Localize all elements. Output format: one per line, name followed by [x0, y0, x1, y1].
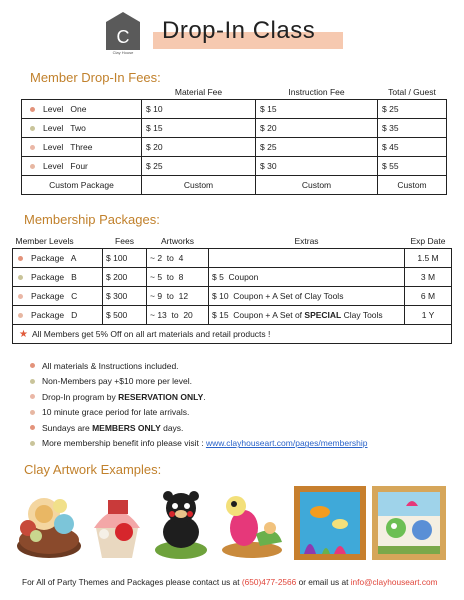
- instruction-fee: $ 25: [256, 138, 378, 157]
- instruction-fee: $ 15: [256, 100, 378, 119]
- table-row: [13, 249, 452, 268]
- total-fee: $ 55: [378, 157, 447, 176]
- package-dot-icon: [18, 313, 23, 318]
- package-fee: $ 300: [103, 287, 147, 306]
- instruction-fee: $ 30: [256, 157, 378, 176]
- list-item: More membership benefit info please visit : www.clayhouseart.com/pages/membership: [30, 436, 368, 452]
- material-fee: $ 10: [142, 100, 256, 119]
- package-fee: $ 500: [103, 306, 147, 325]
- package-fee: $ 100: [103, 249, 147, 268]
- packages-header-row: [13, 234, 452, 249]
- level-dot-icon: [30, 107, 35, 112]
- bullet-dot-icon: [30, 379, 35, 384]
- artwork-bird-figures-image: [216, 484, 288, 562]
- artwork-bear-image: [150, 484, 212, 562]
- level-dot-icon: [30, 126, 35, 131]
- list-item: All materials & Instructions included.: [30, 358, 368, 374]
- artwork-ocean-frame-image: [294, 484, 366, 562]
- bullet-dot-icon: [30, 410, 35, 415]
- custom-package-label: Custom Package: [22, 176, 142, 195]
- instruction-fee: $ 20: [256, 119, 378, 138]
- table-row: [22, 119, 447, 138]
- clay-house-logo: [104, 10, 142, 52]
- bullet-dot-icon: [30, 441, 35, 446]
- material-fee: $ 15: [142, 119, 256, 138]
- artwork-cartoon-frame-image: [372, 484, 446, 562]
- fees-table: [21, 85, 447, 195]
- material-fee: $ 25: [142, 157, 256, 176]
- package-artworks: ~ 2 to 4: [147, 249, 209, 268]
- packages-header-levels: Member Levels: [15, 236, 74, 246]
- level-label: Level Four: [43, 161, 88, 171]
- membership-link[interactable]: www.clayhouseart.com/pages/membership: [205, 438, 368, 449]
- bullet-dot-icon: [30, 363, 35, 368]
- package-fee: $ 200: [103, 268, 147, 287]
- level-label: Level Two: [43, 123, 86, 133]
- contact-footer: For All of Party Themes and Packages please contact us at (650)477-2566 or email us at info@clayhouseart.com: [22, 577, 438, 587]
- packages-table: [12, 234, 452, 325]
- artwork-flower-cake-image: [14, 484, 84, 562]
- fees-header-blank: [22, 85, 142, 100]
- package-dot-icon: [18, 294, 23, 299]
- table-row: [22, 157, 447, 176]
- page-title: Drop-In Class: [162, 17, 316, 44]
- package-label: Package B: [31, 272, 77, 282]
- material-fee: $ 20: [142, 138, 256, 157]
- custom-material: Custom: [142, 176, 256, 195]
- star-icon: ★: [19, 329, 28, 340]
- packages-header-exp: Exp Date: [410, 236, 446, 246]
- level-label: Level Three: [43, 142, 93, 152]
- table-row: [22, 100, 447, 119]
- email-link[interactable]: info@clayhouseart.com: [350, 577, 438, 587]
- list-item: Drop-In program by RESERVATION ONLY .: [30, 389, 368, 405]
- total-fee: $ 35: [378, 119, 447, 138]
- info-bullet-list: [30, 358, 368, 451]
- custom-instruction: Custom: [256, 176, 378, 195]
- table-row: [22, 176, 447, 195]
- table-row: [13, 268, 452, 287]
- package-artworks: ~ 13 to 20: [147, 306, 209, 325]
- package-exp: 1.5 M: [405, 249, 452, 268]
- table-row: [13, 287, 452, 306]
- package-exp: 3 M: [405, 268, 452, 287]
- package-artworks: ~ 5 to 8: [147, 268, 209, 287]
- package-extras: $ 10 Coupon + A Set of Clay Tools: [209, 287, 405, 306]
- level-label: Level One: [43, 104, 87, 114]
- fees-header-instruction: Instruction Fee: [288, 87, 345, 97]
- package-label: Package A: [31, 253, 77, 263]
- members-discount-note: [12, 324, 452, 344]
- package-extras: $ 5 Coupon: [209, 268, 405, 287]
- discount-note-text: All Members get 5% Off on all art materials and retail products !: [31, 329, 271, 339]
- fees-header-total: Total / Guest: [388, 87, 436, 97]
- level-dot-icon: [30, 145, 35, 150]
- packages-header-artworks: Artworks: [160, 236, 195, 246]
- packages-header-extras: Extras: [294, 236, 319, 246]
- package-artworks: ~ 9 to 12: [147, 287, 209, 306]
- package-dot-icon: [18, 275, 23, 280]
- table-row: [22, 138, 447, 157]
- list-item: Non-Members pay +$10 more per level.: [30, 374, 368, 390]
- artwork-cupcake-image: [86, 484, 148, 562]
- fees-header-material: Material Fee: [174, 87, 223, 97]
- packages-header-fees: Fees: [115, 236, 134, 246]
- phone-number[interactable]: (650)477-2566: [241, 577, 297, 587]
- bullet-dot-icon: [30, 425, 35, 430]
- package-extras: [209, 249, 405, 268]
- fees-section-title: Member Drop-In Fees:: [30, 70, 161, 85]
- artwork-section-title: Clay Artwork Examples:: [24, 462, 162, 477]
- package-label: Package C: [31, 291, 78, 301]
- bullet-dot-icon: [30, 394, 35, 399]
- list-item: Sundays are MEMBERS ONLY days.: [30, 420, 368, 436]
- package-label: Package D: [31, 310, 78, 320]
- package-dot-icon: [18, 256, 23, 261]
- package-exp: 6 M: [405, 287, 452, 306]
- logo-caption: Clay House: [112, 50, 134, 55]
- level-dot-icon: [30, 164, 35, 169]
- house-logo-icon: [104, 10, 142, 52]
- package-extras: $ 15 Coupon + A Set of SPECIAL Clay Tools: [209, 306, 405, 325]
- fees-header-row: [22, 85, 447, 100]
- packages-section-title: Membership Packages:: [24, 212, 160, 227]
- total-fee: $ 45: [378, 138, 447, 157]
- logo-letter: C: [116, 27, 130, 47]
- table-row: [13, 306, 452, 325]
- total-fee: $ 25: [378, 100, 447, 119]
- custom-total: Custom: [378, 176, 447, 195]
- list-item: 10 minute grace period for late arrivals.: [30, 405, 368, 421]
- package-exp: 1 Y: [405, 306, 452, 325]
